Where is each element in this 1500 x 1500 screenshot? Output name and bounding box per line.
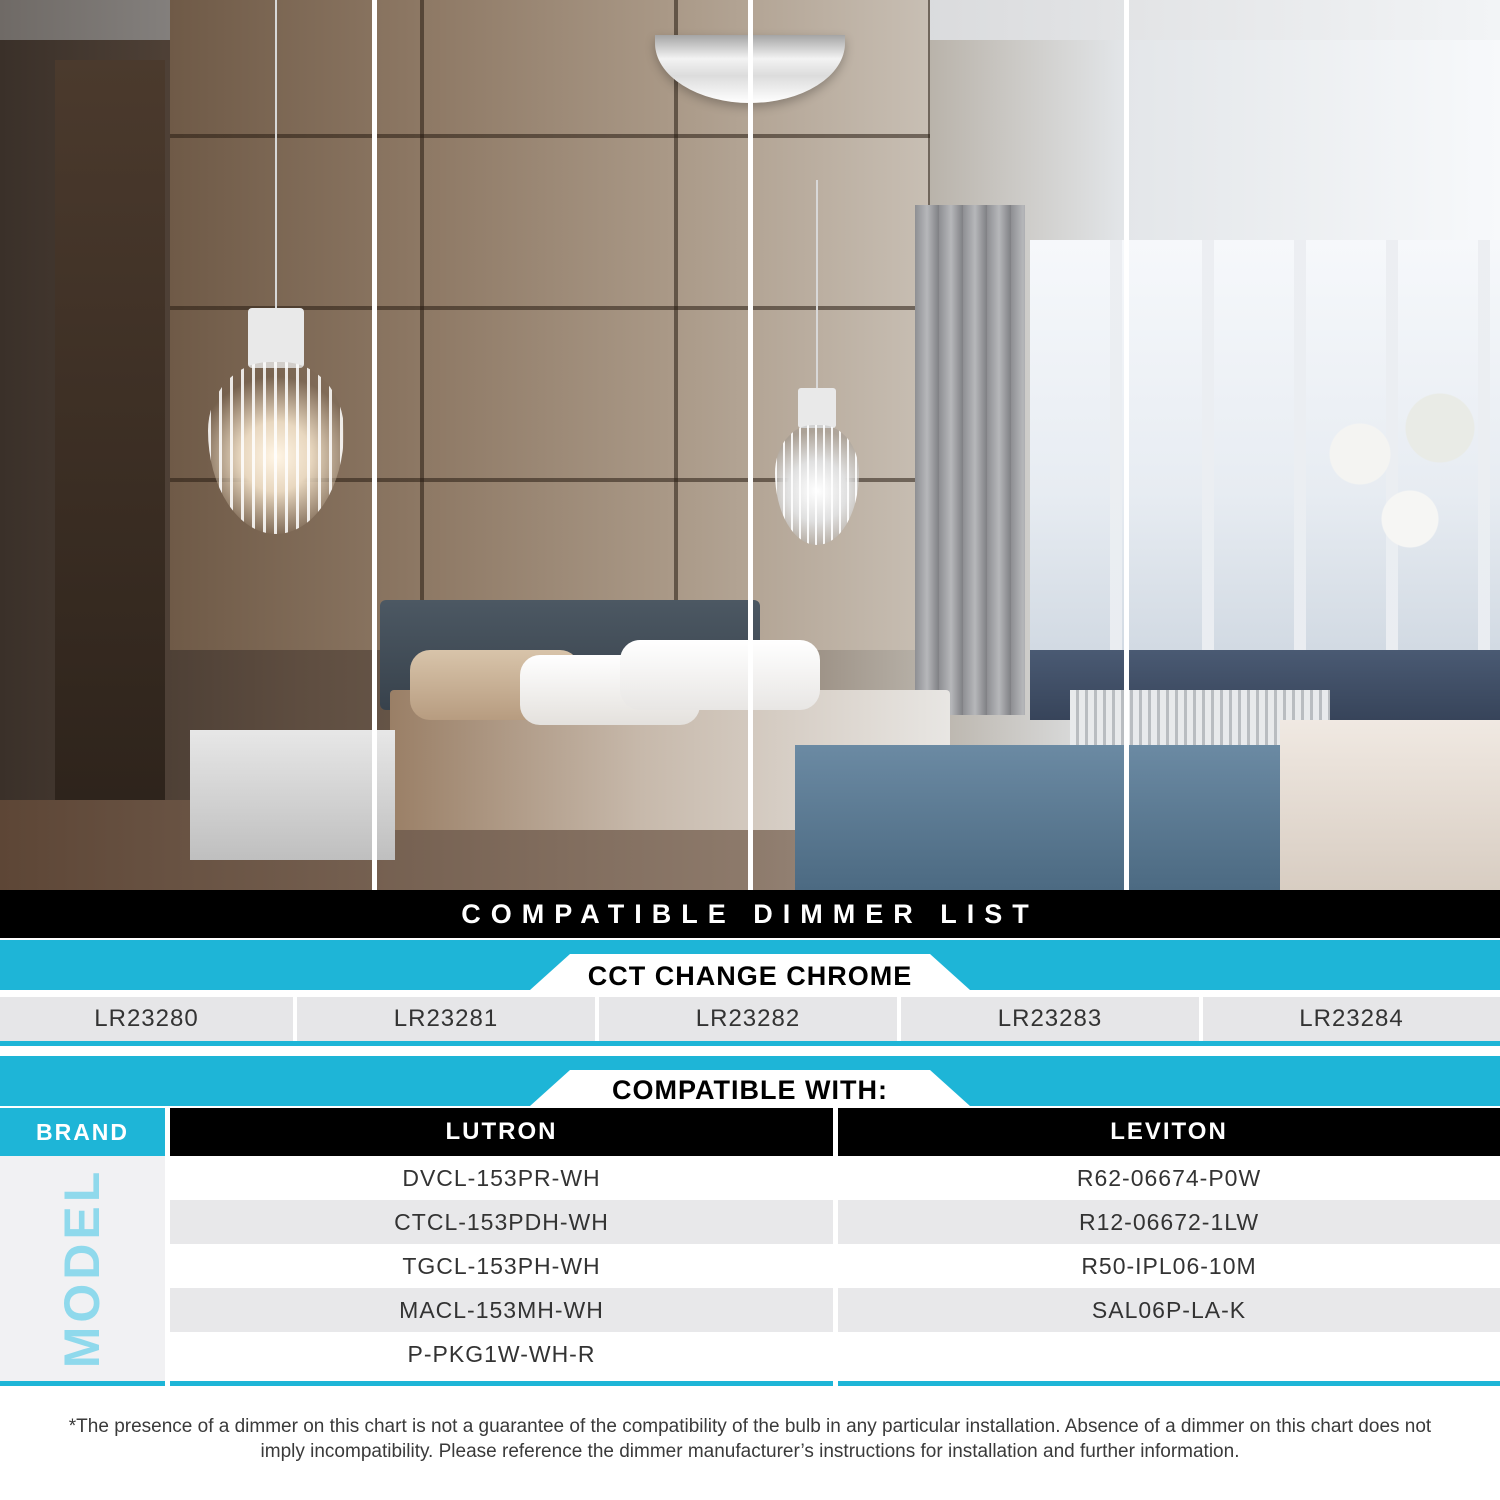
sku-cell: LR23284 — [1203, 997, 1500, 1041]
product-heading: CCT CHANGE CHROME — [587, 961, 913, 991]
pendant-cap — [798, 388, 836, 428]
curtain — [915, 205, 1025, 715]
sku-row — [0, 997, 1500, 1041]
sku-cell: LR23283 — [901, 997, 1199, 1041]
panel-divider — [1124, 0, 1129, 890]
lutron-model: DVCL-153PR-WH — [402, 1165, 601, 1191]
table-bottom-line — [0, 1381, 165, 1386]
model-label: MODEL — [54, 1167, 110, 1369]
tulip-flowers — [1300, 350, 1500, 610]
leviton-model: R62-06674-P0W — [1076, 1165, 1262, 1191]
bench — [795, 745, 1280, 890]
sku-cell: LR23281 — [297, 997, 595, 1041]
lutron-header: LUTRON — [170, 1108, 833, 1156]
page-title: COMPATIBLE DIMMER LIST — [461, 899, 1039, 929]
leviton-model: SAL06P-LA-K — [838, 1288, 1500, 1332]
panel-divider — [748, 0, 753, 890]
brand-header: BRAND — [0, 1108, 165, 1156]
sliding-door — [55, 60, 165, 830]
lutron-model: CTCL-153PDH-WH — [170, 1200, 833, 1244]
panel-divider — [372, 0, 377, 890]
sku-cell: LR23280 — [0, 997, 293, 1041]
section-divider — [0, 1041, 1500, 1046]
side-cabinet — [1280, 720, 1500, 890]
table-bottom-line — [170, 1381, 833, 1386]
lutron-model: MACL-153MH-WH — [170, 1288, 833, 1332]
lutron-model: TGCL-153PH-WH — [402, 1253, 601, 1279]
disclaimer-text: *The presence of a dimmer on this chart is not a guarantee of the compatibility of the bulb in any particular installation. Absence of a dimmer on this chart does not imply incompatibility. Please reference the dimmer manufacturer’s instructions for installation and further information. — [68, 1416, 1432, 1462]
leviton-header: LEVITON — [838, 1108, 1500, 1156]
pendant-cap — [248, 308, 304, 368]
sku-cell: LR23282 — [599, 997, 897, 1041]
leviton-model: R12-06672-1LW — [838, 1200, 1500, 1244]
pillow — [620, 640, 820, 710]
compatible-heading: COMPATIBLE WITH: — [612, 1075, 888, 1105]
table-bottom-line — [838, 1381, 1500, 1386]
pendant-cord — [816, 180, 818, 390]
pendant-cord — [275, 0, 277, 310]
nightstand — [190, 730, 395, 860]
leviton-model: R50-IPL06-10M — [1081, 1253, 1257, 1279]
lutron-model: P-PKG1W-WH-R — [407, 1341, 596, 1367]
